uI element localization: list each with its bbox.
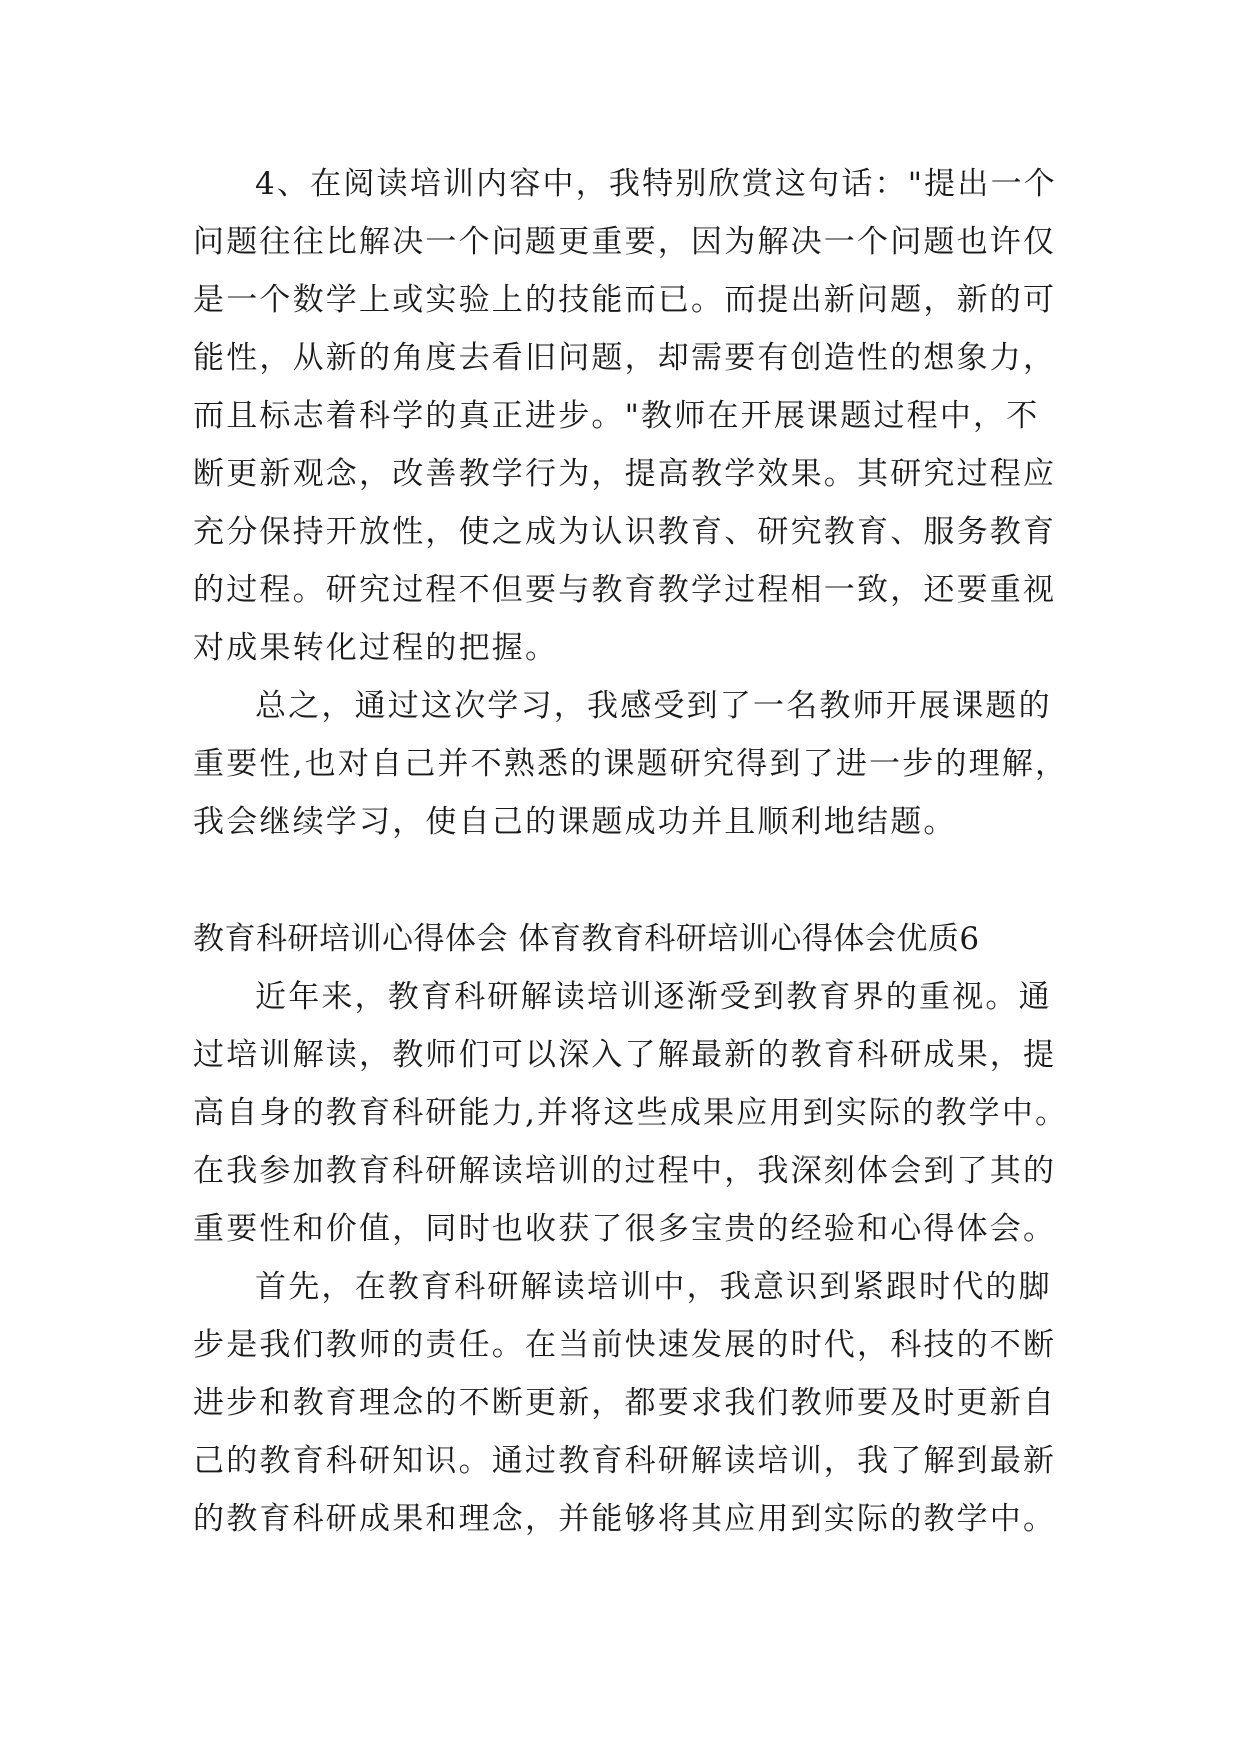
paragraph-line: 4、在阅读培训内容中，我特别欣赏这句话："提出一个 [255, 166, 1057, 202]
paragraph-line: 能性，从新的角度去看旧问题，却需要有创造性的想象力， [193, 340, 1057, 376]
section-heading: 教育科研培训心得体会 体育教育科研培训心得体会优质6 [193, 921, 980, 957]
paragraph-line: 而且标志着科学的真正进步。"教师在开展课题过程中，不 [193, 398, 1040, 434]
paragraph-line: 充分保持开放性，使之成为认识教育、研究教育、服务教育 [193, 514, 1057, 550]
paragraph-line: 问题往往比解决一个问题更重要，因为解决一个问题也许仅 [193, 224, 1057, 260]
paragraph-line: 总之，通过这次学习，我感受到了一名教师开展课题的 [255, 688, 1052, 724]
paragraph-line: 断更新观念，改善教学行为，提高教学效果。其研究过程应 [193, 456, 1057, 492]
paragraph-line: 对成果转化过程的把握。 [193, 630, 559, 666]
paragraph-line: 的教育科研成果和理念，并能够将其应用到实际的教学中。 [193, 1501, 1057, 1537]
paragraph-line: 步是我们教师的责任。在当前快速发展的时代，科技的不断 [193, 1327, 1057, 1363]
paragraph-line: 在我参加教育科研解读培训的过程中，我深刻体会到了其的 [193, 1153, 1057, 1189]
paragraph-line: 近年来，教育科研解读培训逐渐受到教育界的重视。通 [255, 979, 1052, 1015]
paragraph-line: 首先，在教育科研解读培训中，我意识到紧跟时代的脚 [255, 1269, 1052, 1305]
paragraph-line: 是一个数学上或实验上的技能而已。而提出新问题，新的可 [193, 282, 1057, 318]
paragraph-line: 重要性和价值，同时也收获了很多宝贵的经验和心得体会。 [193, 1211, 1057, 1247]
paragraph-line: 进步和教育理念的不断更新，都要求我们教师要及时更新自 [193, 1385, 1057, 1421]
paragraph-line: 己的教育科研知识。通过教育科研解读培训，我了解到最新 [193, 1443, 1057, 1479]
paragraph-line: 高自身的教育科研能力,并将这些成果应用到实际的教学中。 [193, 1095, 1069, 1131]
paragraph-line: 我会继续学习，使自己的课题成功并且顺利地结题。 [193, 804, 957, 840]
paragraph-line: 重要性,也对自己并不熟悉的课题研究得到了进一步的理解， [193, 746, 1069, 782]
paragraph-line: 过培训解读，教师们可以深入了解最新的教育科研成果，提 [193, 1037, 1057, 1073]
paragraph-line: 的过程。研究过程不但要与教育教学过程相一致，还要重视 [193, 572, 1057, 608]
